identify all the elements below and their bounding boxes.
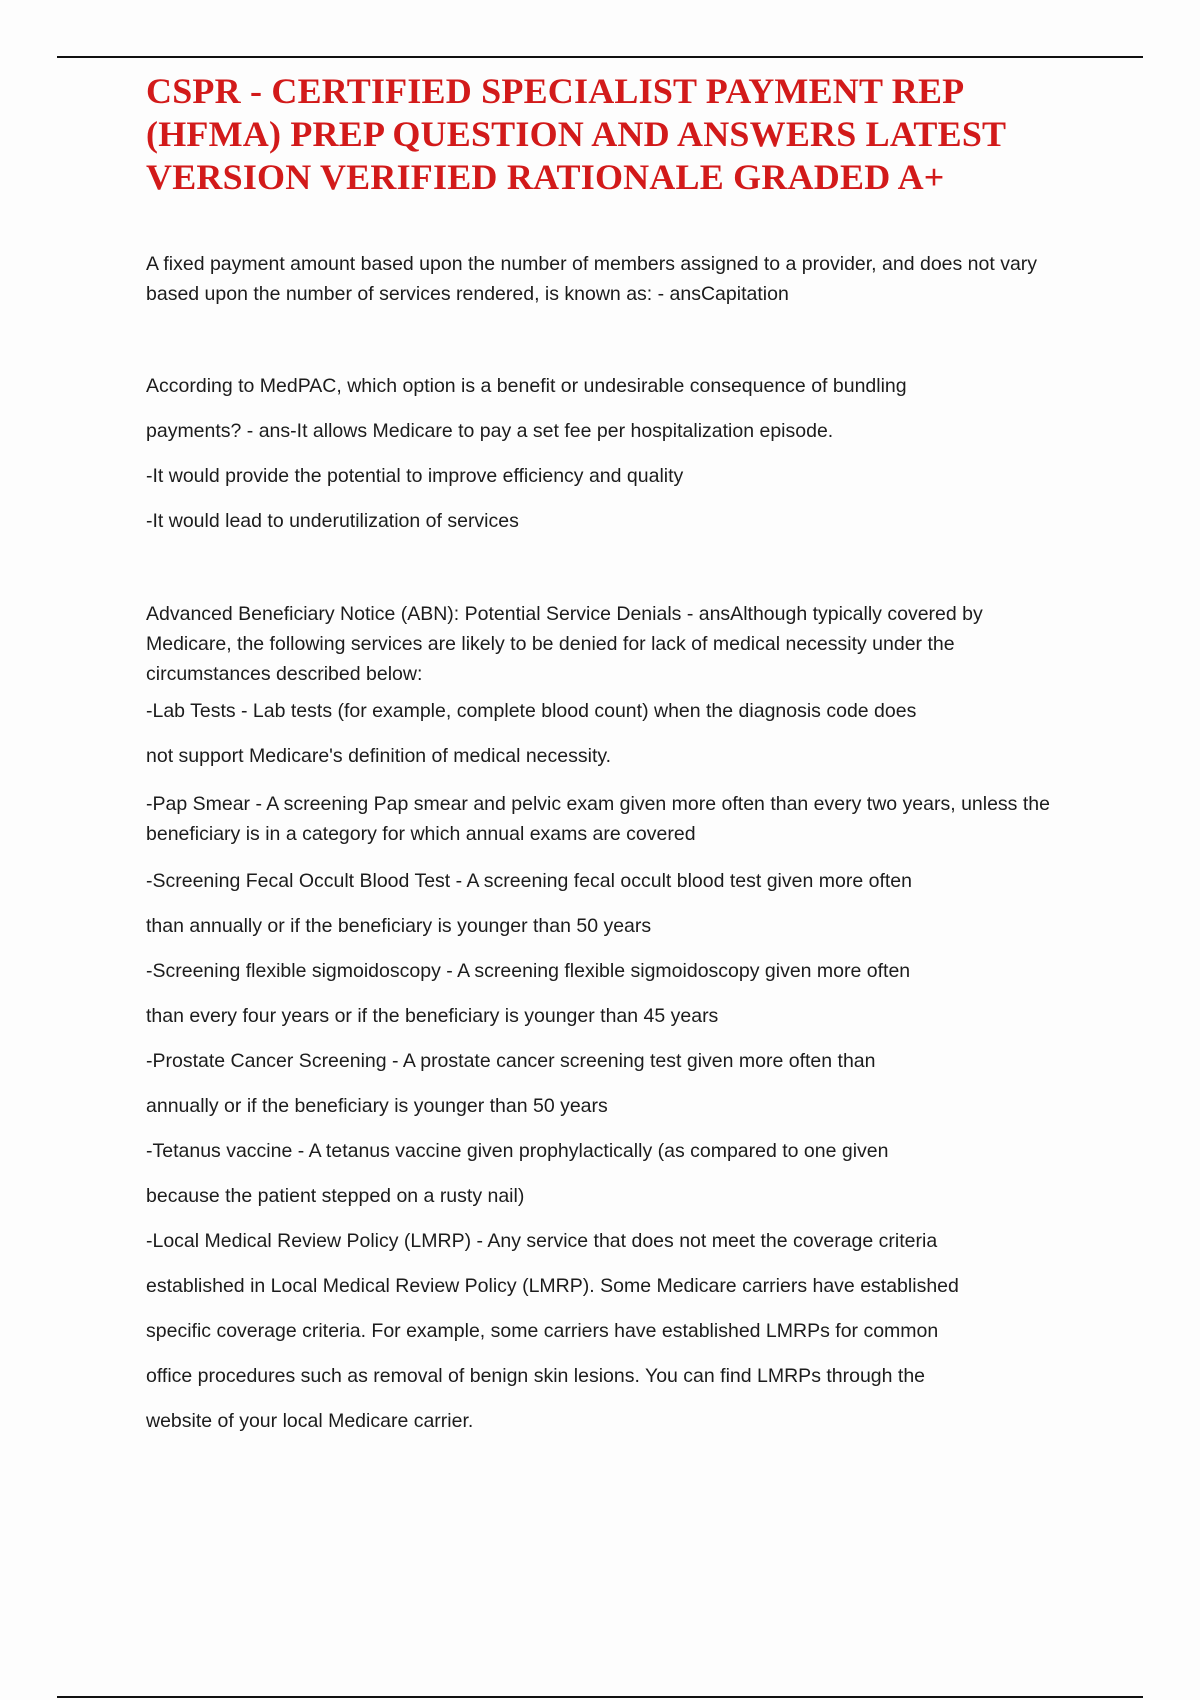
qa-line: -Prostate Cancer Screening - A prostate cancer screening test given more often than	[146, 1050, 876, 1072]
abn-pap-smear	[146, 789, 1106, 849]
qa-line: A fixed payment amount based upon the number of members assigned to a provider, and does not vary	[146, 253, 1038, 275]
abn-fecal-occult	[146, 859, 1106, 1444]
qa-line: -Lab Tests - Lab tests (for example, complete blood count) when the diagnosis code does	[146, 700, 917, 722]
qa-line: because the patient stepped on a rusty nail)	[146, 1185, 525, 1207]
qa-line: not support Medicare's definition of medical necessity.	[146, 745, 612, 767]
qa-line: website of your local Medicare carrier.	[146, 1410, 474, 1432]
qa-line: established in Local Medical Review Policy (LMRP). Some Medicare carriers have established	[146, 1275, 959, 1297]
qa-line: than every four years or if the beneficiary is younger than 45 years	[146, 1005, 719, 1027]
document-title	[146, 70, 1106, 199]
qa-line: Advanced Beneficiary Notice (ABN): Potential Service Denials - ansAlthough typically covered by	[146, 603, 983, 625]
qa-line: Medicare, the following services are likely to be denied for lack of medical necessity under the	[146, 633, 955, 655]
qa-line: -Pap Smear - A screening Pap smear and pelvic exam given more often than every two years, unless the	[146, 793, 1050, 815]
qa-line: -Screening flexible sigmoidoscopy - A screening flexible sigmoidoscopy given more often	[146, 960, 911, 982]
qa-line: office procedures such as removal of benign skin lesions. You can find LMRPs through the	[146, 1365, 926, 1387]
top-rule	[57, 56, 1143, 58]
bottom-rule	[57, 1696, 1143, 1698]
qa-line: -It would provide the potential to improve efficiency and quality	[146, 465, 684, 487]
qa-line: specific coverage criteria. For example, some carriers have established LMRPs for common	[146, 1320, 939, 1342]
qa-line: than annually or if the beneficiary is younger than 50 years	[146, 915, 652, 937]
qa-line: based upon the number of services rendered, is known as: - ansCapitation	[146, 283, 789, 305]
qa-line: According to MedPAC, which option is a benefit or undesirable consequence of bundling	[146, 375, 907, 397]
qa-line: payments? - ans-It allows Medicare to pay a set fee per hospitalization episode.	[146, 420, 834, 442]
title-line: (HFMA) PREP QUESTION AND ANSWERS LATEST	[146, 114, 1007, 154]
qa-line: -Tetanus vaccine - A tetanus vaccine given prophylactically (as compared to one given	[146, 1140, 889, 1162]
qa-line: -Local Medical Review Policy (LMRP) - Any service that does not meet the coverage criteria	[146, 1230, 938, 1252]
title-line: VERSION VERIFIED RATIONALE GRADED A+	[146, 157, 945, 197]
qa-line: circumstances described below:	[146, 663, 423, 685]
abn-lab-tests	[146, 689, 1106, 779]
document-page	[146, 70, 1106, 1444]
qa-capitation	[146, 249, 1106, 309]
qa-line: -Screening Fecal Occult Blood Test - A screening fecal occult blood test given more often	[146, 870, 912, 892]
qa-line: -It would lead to underutilization of services	[146, 510, 519, 532]
qa-line: annually or if the beneficiary is younger than 50 years	[146, 1095, 608, 1117]
title-line: CSPR - CERTIFIED SPECIALIST PAYMENT REP	[146, 71, 965, 111]
qa-line: beneficiary is in a category for which annual exams are covered	[146, 823, 696, 845]
qa-medpac-bundling	[146, 364, 1106, 544]
abn-intro	[146, 599, 1106, 689]
qa-abn-denials	[146, 599, 1106, 1444]
